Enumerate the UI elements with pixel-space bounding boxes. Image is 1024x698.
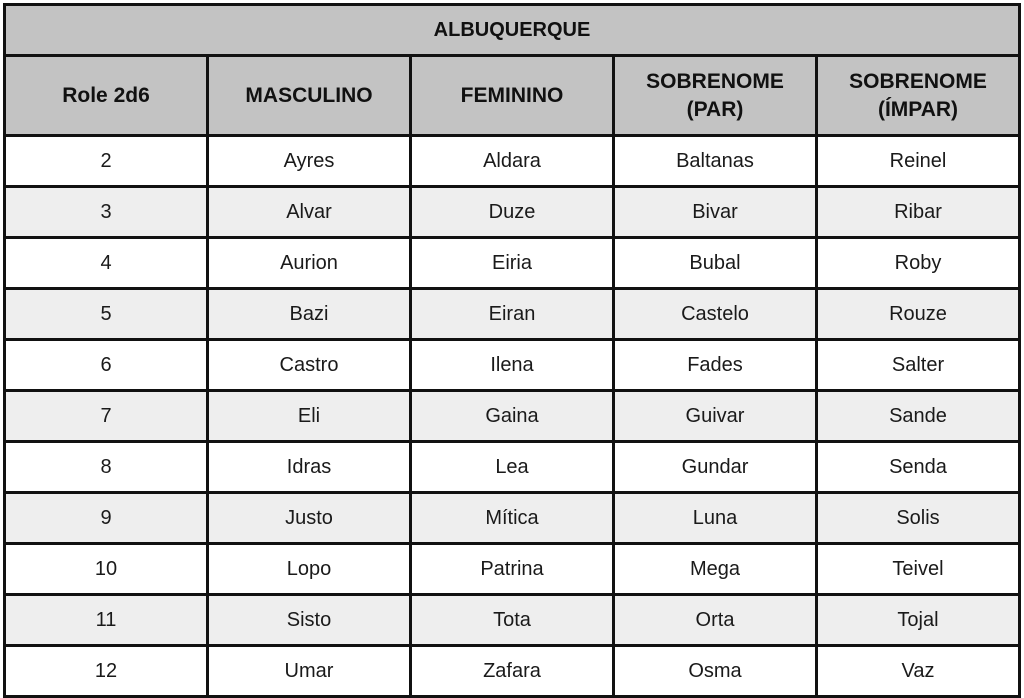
table-row [5, 187, 1020, 238]
feminino-cell: Duze [411, 187, 614, 238]
roll-cell: 12 [5, 646, 208, 697]
header-row [5, 56, 1020, 136]
sobrenome-impar-cell: Senda [817, 442, 1020, 493]
masculino-cell: Castro [208, 340, 411, 391]
feminino-cell: Mítica [411, 493, 614, 544]
roll-cell: 5 [5, 289, 208, 340]
sobrenome-impar-cell: Ribar [817, 187, 1020, 238]
masculino-cell: Alvar [208, 187, 411, 238]
header-sobrenome-par-line1: SOBRENOME [646, 69, 784, 93]
roll-cell: 6 [5, 340, 208, 391]
sobrenome-impar-cell: Reinel [817, 136, 1020, 187]
table-row [5, 136, 1020, 187]
table-row [5, 442, 1020, 493]
table-row [5, 340, 1020, 391]
sobrenome-impar-cell: Teivel [817, 544, 1020, 595]
masculino-cell: Ayres [208, 136, 411, 187]
roll-cell: 10 [5, 544, 208, 595]
feminino-cell: Aldara [411, 136, 614, 187]
feminino-cell: Patrina [411, 544, 614, 595]
header-roll-label: Role 2d6 [62, 83, 150, 107]
sobrenome-par-cell: Bivar [614, 187, 817, 238]
header-sobrenome-impar-line2: (ÍMPAR) [877, 97, 959, 121]
sobrenome-par-cell: Fades [614, 340, 817, 391]
feminino-cell: Lea [411, 442, 614, 493]
masculino-cell: Sisto [208, 595, 411, 646]
header-sobrenome-impar-line1: SOBRENOME [849, 69, 987, 93]
roll-cell: 2 [5, 136, 208, 187]
table-row [5, 289, 1020, 340]
masculino-cell: Aurion [208, 238, 411, 289]
masculino-cell: Eli [208, 391, 411, 442]
sobrenome-par-cell: Mega [614, 544, 817, 595]
sobrenome-impar-cell: Solis [817, 493, 1020, 544]
masculino-cell: Justo [208, 493, 411, 544]
table-row [5, 646, 1020, 697]
feminino-cell: Gaina [411, 391, 614, 442]
masculino-cell: Idras [208, 442, 411, 493]
table-row [5, 595, 1020, 646]
sobrenome-par-cell: Orta [614, 595, 817, 646]
masculino-cell: Bazi [208, 289, 411, 340]
feminino-cell: Eiran [411, 289, 614, 340]
roll-cell: 4 [5, 238, 208, 289]
feminino-cell: Tota [411, 595, 614, 646]
sobrenome-par-cell: Castelo [614, 289, 817, 340]
header-feminino [411, 56, 614, 136]
sobrenome-impar-cell: Roby [817, 238, 1020, 289]
sobrenome-par-cell: Gundar [614, 442, 817, 493]
title-row [5, 5, 1020, 56]
table-row [5, 238, 1020, 289]
sobrenome-par-cell: Guivar [614, 391, 817, 442]
sobrenome-par-cell: Baltanas [614, 136, 817, 187]
table-title: ALBUQUERQUE [5, 5, 1020, 56]
sobrenome-impar-cell: Sande [817, 391, 1020, 442]
sobrenome-par-cell: Osma [614, 646, 817, 697]
sobrenome-par-cell: Luna [614, 493, 817, 544]
table-body [5, 136, 1020, 697]
header-roll [5, 56, 208, 136]
sobrenome-impar-cell: Tojal [817, 595, 1020, 646]
table-row [5, 544, 1020, 595]
roll-cell: 7 [5, 391, 208, 442]
masculino-cell: Lopo [208, 544, 411, 595]
header-masculino-label: MASCULINO [245, 83, 373, 107]
header-sobrenome-par-line2: (PAR) [686, 97, 744, 121]
roll-cell: 3 [5, 187, 208, 238]
table-row [5, 391, 1020, 442]
header-sobrenome-impar [817, 56, 1020, 136]
feminino-cell: Ilena [411, 340, 614, 391]
sobrenome-impar-cell: Rouze [817, 289, 1020, 340]
roll-cell: 11 [5, 595, 208, 646]
header-masculino [208, 56, 411, 136]
header-sobrenome-par [614, 56, 817, 136]
sobrenome-impar-cell: Salter [817, 340, 1020, 391]
feminino-cell: Eiria [411, 238, 614, 289]
header-feminino-label: FEMININO [460, 83, 564, 107]
table-head [5, 5, 1020, 136]
masculino-cell: Umar [208, 646, 411, 697]
feminino-cell: Zafara [411, 646, 614, 697]
roll-cell: 9 [5, 493, 208, 544]
name-table [3, 3, 1021, 698]
table-row [5, 493, 1020, 544]
sobrenome-par-cell: Bubal [614, 238, 817, 289]
roll-cell: 8 [5, 442, 208, 493]
sobrenome-impar-cell: Vaz [817, 646, 1020, 697]
